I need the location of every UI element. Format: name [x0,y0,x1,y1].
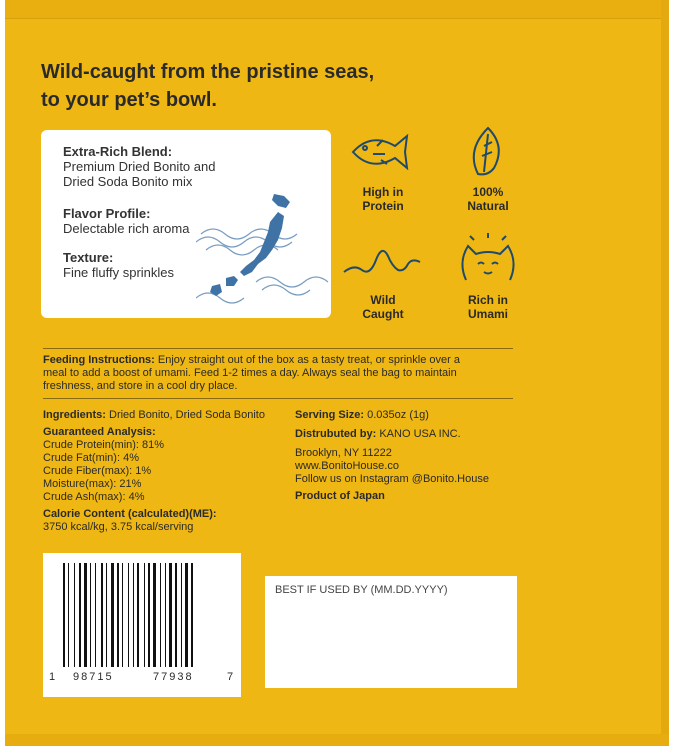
badge-umami [443,232,533,321]
fish-icon [343,124,423,180]
barcode-panel [43,553,241,697]
calorie-text: 3750 kcal/kg, 3.75 kcal/serving [43,521,194,533]
barcode-bar [84,563,87,667]
analysis-row: Crude Protein(min): 81% [43,439,165,451]
barcode-bar [181,563,182,667]
right-column [295,409,535,503]
barcode-bar [148,563,150,667]
barcode-digits-left: 98715 [73,671,114,683]
headline [41,58,521,114]
happy-cat-icon [448,232,528,288]
ingredients-title: Ingredients: [43,409,106,421]
badge-protein [338,124,428,213]
barcode-bar [160,563,161,667]
barcode-bar [128,563,129,667]
analysis-row: Crude Ash(max): 4% [43,491,145,503]
feeding-line-1: Enjoy straight out of the box as a tasty treat, or sprinkle over a [154,354,460,366]
best-by-panel [265,576,517,688]
flavor-title: Flavor Profile: [63,206,151,221]
analysis-row: Crude Fat(min): 4% [43,452,139,464]
headline-line-1: Wild-caught from the pristine seas, [41,61,375,83]
barcode-bar [117,563,119,667]
barcode-bars [63,563,223,673]
box-top-flap [5,0,669,19]
analysis-row: Moisture(max): 21% [43,478,142,490]
barcode-digits-right: 77938 [153,671,194,683]
barcode-bar [185,563,188,667]
box-bottom-edge [5,734,669,746]
barcode-bar [68,563,69,667]
barcode-bar [137,563,139,667]
best-by-label: BEST IF USED BY (MM.DD.YYYY) [275,584,448,596]
badge-wild [338,232,428,321]
texture-block [63,250,263,280]
box-side-edge [661,0,669,746]
barcode-bar [165,563,166,667]
leaf-icon [448,124,528,180]
blend-block [63,144,263,189]
analysis-title: Guaranteed Analysis: [43,426,156,438]
serving-title: Serving Size: [295,409,365,421]
badge-umami-label: Rich in Umami [467,293,508,321]
barcode-digit-first: 1 [49,671,56,683]
blend-text-2: Dried Soda Bonito mix [63,174,193,189]
feeding-title: Feeding Instructions: [43,354,155,366]
barcode-bar [95,563,96,667]
barcode-bar [90,563,91,667]
texture-title: Texture: [63,250,114,265]
product-box [5,0,669,746]
barcode-bar [133,563,134,667]
barcode-bar [175,563,177,667]
barcode-bar [122,563,123,667]
barcode-bar [63,563,65,667]
blend-title: Extra-Rich Blend: [63,144,173,159]
barcode-bar [101,563,103,667]
analysis-row: Crude Fiber(max): 1% [43,465,152,477]
flavor-block [63,206,263,236]
distributor-line: www.BonitoHouse.co [295,460,399,472]
distributor-line: Follow us on Instagram @Bonito.House [295,473,489,485]
feeding-line-2: meal to add a boost of umami. Feed 1-2 times a day. Always seal the bag to maintain [43,367,457,379]
barcode-digit-last: 7 [227,671,234,683]
barcode-bar [191,563,193,667]
barcode-bar [153,563,156,667]
barcode-bar [79,563,81,667]
feeding-instructions [43,354,543,393]
headline-line-2: to your pet’s bowl. [41,89,217,111]
distributor-name: KANO USA INC. [376,428,461,440]
serving-text: 0.035oz (1g) [364,409,429,421]
feeding-line-3: freshness, and store in a cool dry place. [43,380,238,392]
wave-icon [338,232,428,288]
distributor-line: Brooklyn, NY 11222 [295,447,392,459]
product-origin: Product of Japan [295,490,385,502]
blend-text-1: Premium Dried Bonito and [63,159,216,174]
badge-natural-label: 100% Natural [467,185,509,213]
distributor-title: Distrubuted by: [295,428,377,440]
barcode-bar [169,563,172,667]
badge-wild-label: Wild Caught [362,293,404,321]
barcode-bar [74,563,75,667]
barcode-bar [111,563,114,667]
divider-top [43,348,513,349]
barcode-bar [144,563,145,667]
texture-text: Fine fluffy sprinkles [63,265,175,280]
info-card [41,130,331,318]
left-column [43,409,293,534]
badge-protein-label: High in Protein [362,185,404,213]
flavor-text: Delectable rich aroma [63,221,190,236]
calorie-title: Calorie Content (calculated)(ME): [43,508,217,520]
ingredients-text: Dried Bonito, Dried Soda Bonito [105,409,265,421]
barcode-bar [106,563,107,667]
badge-natural [443,124,533,213]
divider-bottom [43,398,513,399]
